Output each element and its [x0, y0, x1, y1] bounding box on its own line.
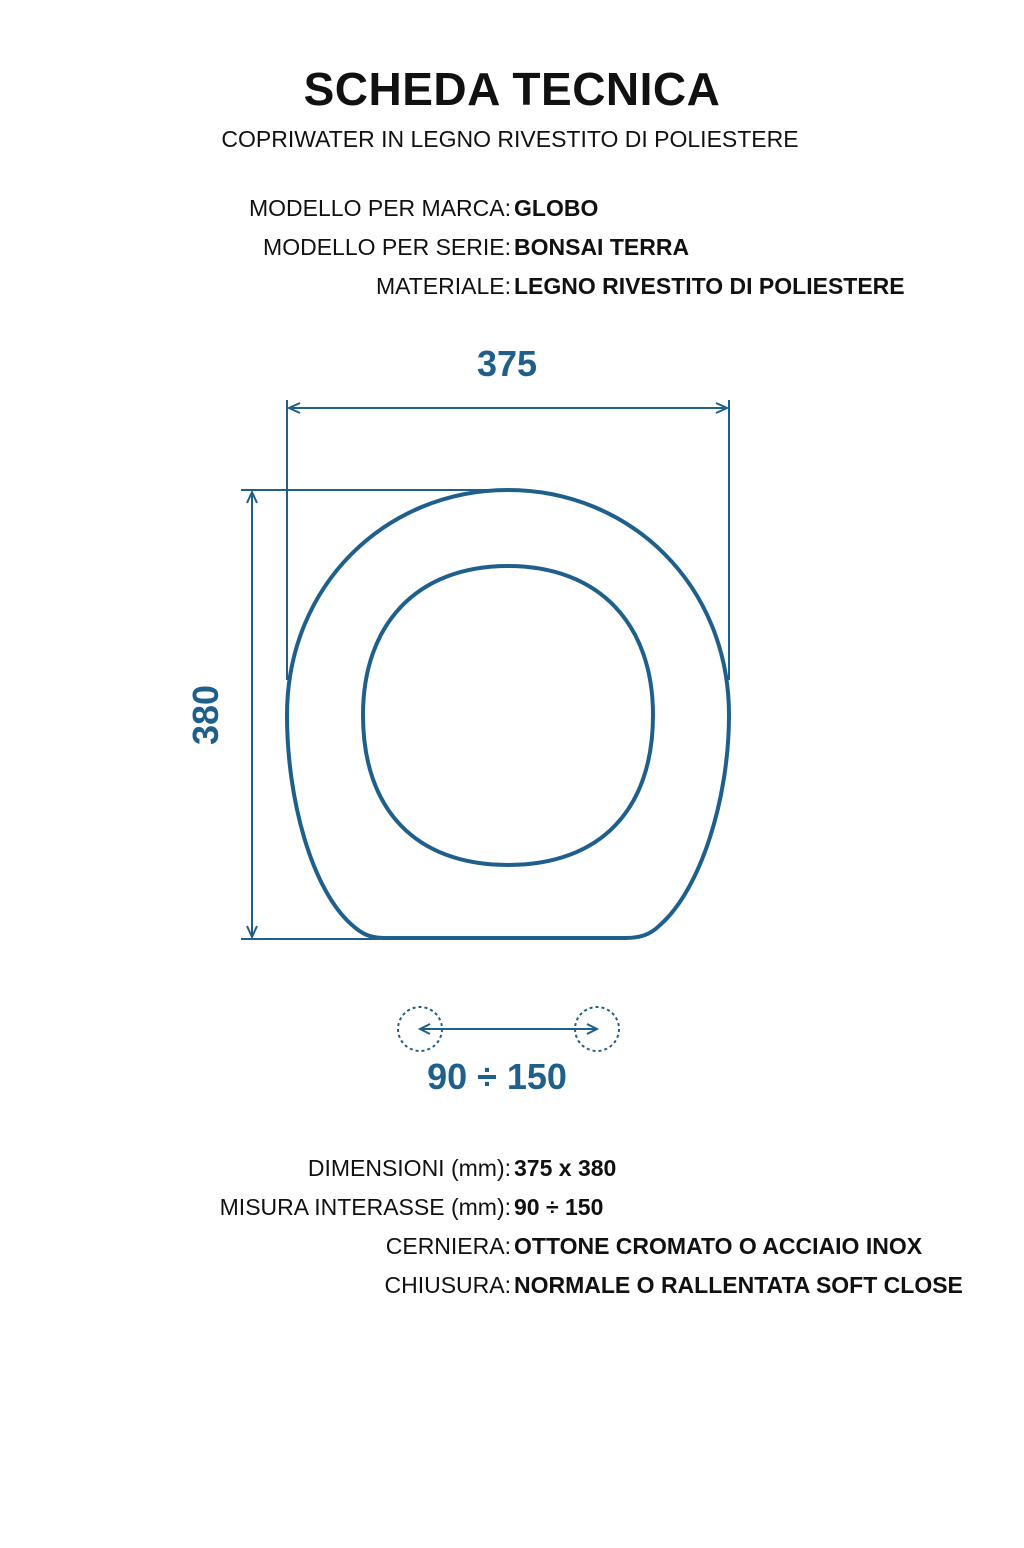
- spec-row-interaxis: [0, 1192, 1024, 1222]
- width-dimension-label: 375: [476, 343, 538, 384]
- spec-label: DIMENSIONI (mm):: [307, 1155, 511, 1181]
- spec-label: MISURA INTERASSE (mm):: [219, 1194, 511, 1220]
- spec-value: GLOBO: [514, 195, 599, 221]
- spec-label: MODELLO PER SERIE:: [263, 234, 511, 260]
- spec-row-hinge: [0, 1231, 1024, 1261]
- interaxis-dimension-label: 90 ÷ 150: [427, 1056, 567, 1097]
- spec-label: CHIUSURA:: [384, 1272, 511, 1298]
- spec-value: 375 x 380: [514, 1155, 617, 1181]
- seat-inner-outline: [363, 566, 653, 865]
- spec-value: BONSAI TERRA: [514, 234, 690, 260]
- height-dimension-label: 380: [185, 684, 226, 746]
- spec-value: 90 ÷ 150: [514, 1194, 604, 1220]
- spec-value: NORMALE O RALLENTATA SOFT CLOSE: [514, 1272, 963, 1298]
- spec-value: LEGNO RIVESTITO DI POLIESTERE: [514, 273, 905, 299]
- spec-label: MODELLO PER MARCA:: [249, 195, 511, 221]
- page-subtitle: COPRIWATER IN LEGNO RIVESTITO DI POLIESTERE: [221, 126, 799, 152]
- spec-row-dimensions: [0, 1153, 1024, 1183]
- spec-value: OTTONE CROMATO O ACCIAIO INOX: [514, 1233, 923, 1259]
- page-title: SCHEDA TECNICA: [303, 63, 721, 115]
- spec-label: CERNIERA:: [385, 1233, 511, 1259]
- spec-row-closing: [0, 1270, 1024, 1300]
- spec-label: MATERIALE:: [375, 273, 511, 299]
- seat-outer-outline: [287, 490, 729, 938]
